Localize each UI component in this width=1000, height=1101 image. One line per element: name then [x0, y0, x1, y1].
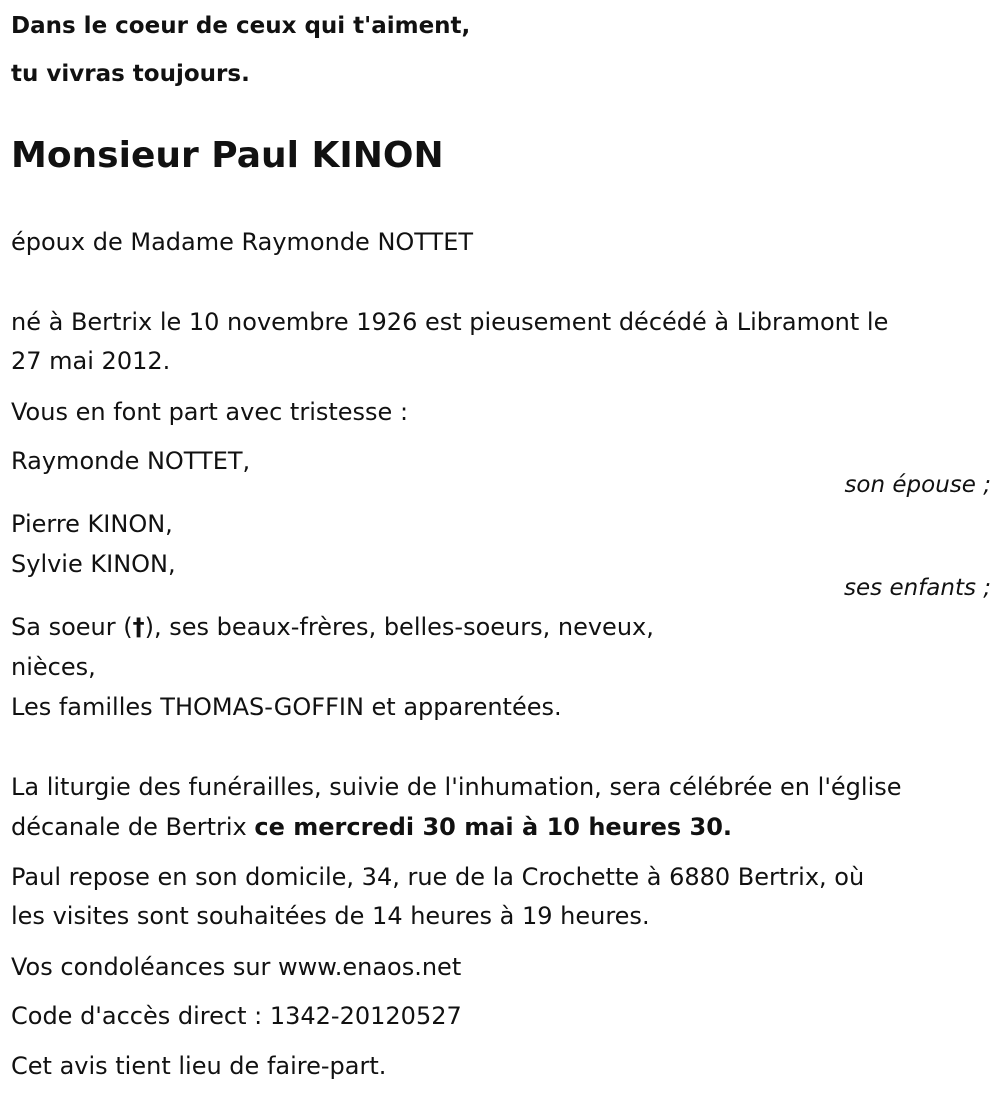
birth-death-line-1: né à Bertrix le 10 novembre 1926 est pieusement décédé à Libramont le [11, 308, 889, 336]
deceased-name: Monsieur Paul KINON [11, 135, 444, 176]
rest-line-1: Paul repose en son domicile, 34, rue de la Crochette à 6880 Bertrix, où [11, 863, 865, 891]
family-line-3: Les familles THOMAS-GOFFIN et apparentées. [11, 693, 562, 721]
access-code-line: Code d'accès direct : 1342-20120527 [11, 1002, 462, 1030]
cross-icon: † [132, 613, 145, 641]
child-name: Sylvie KINON, [11, 550, 176, 578]
condolences-line: Vos condoléances sur www.enaos.net [11, 953, 462, 981]
children-role: ses enfants ; [844, 575, 991, 601]
birth-death-line-2: 27 mai 2012. [11, 347, 171, 375]
rest-line-2: les visites sont souhaitées de 14 heures à 19 heures. [11, 902, 650, 930]
spouse-line: époux de Madame Raymonde NOTTET [11, 228, 474, 256]
announcement-intro: Vous en font part avec tristesse : [11, 398, 409, 426]
funeral-datetime: ce mercredi 30 mai à 10 heures 30. [254, 813, 733, 841]
quote-line-2: tu vivras toujours. [11, 61, 250, 87]
funeral-line-1: La liturgie des funérailles, suivie de l'inhumation, sera célébrée en l'église [11, 773, 902, 801]
family-line-1-start: Sa soeur ( [11, 613, 133, 641]
quote-line-1: Dans le coeur de ceux qui t'aiment, [11, 13, 471, 39]
spouse-role: son épouse ; [844, 472, 991, 498]
closing-line: Cet avis tient lieu de faire-part. [11, 1052, 387, 1080]
funeral-line-2 [11, 812, 732, 842]
family-line-1-end: ), ses beaux-frères, belles-soeurs, neveux, [144, 613, 654, 641]
spouse-name: Raymonde NOTTET, [11, 447, 251, 475]
family-line-2: nièces, [11, 653, 96, 681]
funeral-location: décanale de Bertrix [11, 813, 255, 841]
family-line-1 [11, 612, 654, 642]
child-name: Pierre KINON, [11, 510, 173, 538]
